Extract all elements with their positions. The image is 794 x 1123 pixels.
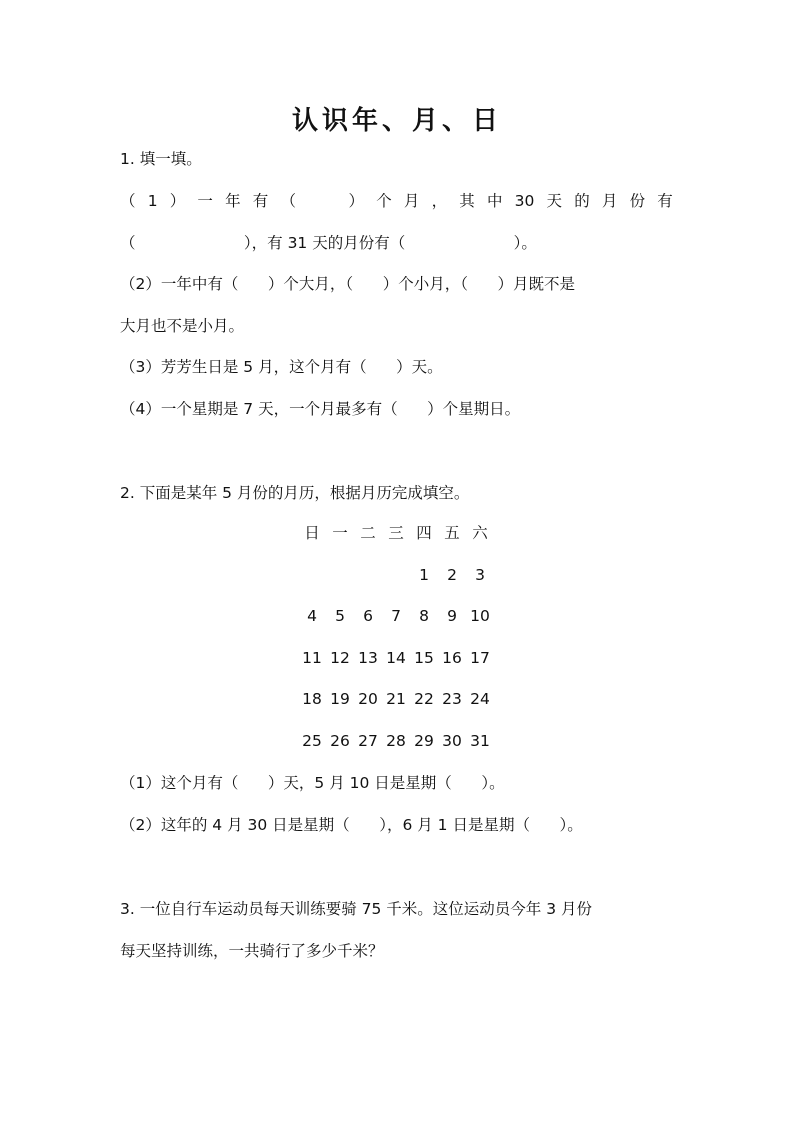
- calendar-day: 10: [470, 607, 490, 625]
- page-title: 认识年、月、日: [291, 106, 502, 136]
- q1-item1-token: 月: [403, 192, 420, 210]
- calendar-day: 27: [358, 731, 378, 750]
- calendar-day: 1: [419, 565, 429, 584]
- q2-item1: （1）这个月有（ ）天，5 月 10 日是星期（ ）。: [120, 774, 505, 792]
- q1-item1-token: 30: [514, 192, 535, 210]
- calendar-day: 17: [470, 648, 490, 667]
- calendar-weekday: 六: [472, 524, 488, 542]
- calendar-day: 6: [363, 607, 373, 625]
- calendar-day: 3: [475, 565, 485, 584]
- q1-item1-token: 的: [574, 192, 590, 210]
- q1-item1-token: （: [120, 192, 136, 210]
- calendar-day: 8: [419, 607, 429, 625]
- calendar-week-row: [298, 564, 494, 586]
- calendar-week-row: [298, 647, 494, 669]
- calendar-day: 31: [470, 731, 490, 750]
- q2-heading: 2. 下面是某年 5 月份的月历，根据月历完成填空。: [120, 484, 470, 502]
- calendar-day: 13: [358, 648, 378, 667]
- calendar-day: 24: [470, 690, 490, 708]
- calendar-day: 20: [358, 690, 378, 708]
- calendar-weekday-row: [298, 522, 494, 544]
- q2-item2: （2）这年的 4 月 30 日是星期（ ），6 月 1 日是星期（ ）。: [120, 816, 583, 834]
- calendar-weekday: 二: [360, 524, 376, 542]
- calendar-week-row: [298, 688, 494, 710]
- q1-item1-token: ，: [431, 192, 448, 210]
- calendar-day: 22: [414, 690, 434, 708]
- calendar-week-row: [298, 730, 494, 752]
- calendar-weekday: 日: [304, 524, 320, 542]
- calendar-day: 23: [442, 690, 462, 708]
- calendar-day: 14: [386, 648, 406, 667]
- q1-item1-token: ）: [348, 192, 365, 210]
- calendar-day: 30: [442, 731, 462, 750]
- calendar-weekday: 一: [332, 524, 348, 542]
- q1-item1-token: [308, 190, 316, 212]
- q3-line1: 3. 一位自行车运动员每天训练要骑 75 千米。这位运动员今年 3 月份: [120, 900, 593, 918]
- calendar-day: 4: [307, 607, 317, 625]
- q1-item2-line2: 大月也不是小月。: [120, 317, 245, 335]
- calendar-day: 5: [335, 607, 345, 625]
- q1-item1-token: （: [280, 192, 296, 210]
- calendar-day: 21: [386, 690, 406, 708]
- q1-heading: 1. 填一填。: [120, 150, 202, 168]
- q1-item1-token: 其: [459, 192, 475, 210]
- calendar-day: 12: [330, 648, 350, 667]
- calendar-day: 26: [330, 731, 350, 750]
- q1-item1-token: [328, 190, 336, 212]
- q1-item1-token: 个: [376, 192, 392, 210]
- calendar-weekday: 四: [416, 524, 432, 542]
- q1-item1-token: 年: [225, 192, 241, 210]
- q1-item2-line1: （2）一年中有（ ）个大月，（ ）个小月，（ ）月既不是: [120, 275, 576, 293]
- calendar-day: 25: [302, 731, 322, 750]
- q1-item1-token: 份: [629, 192, 646, 210]
- q1-item1-token: 有: [657, 192, 673, 210]
- calendar-day: 28: [386, 731, 406, 750]
- calendar-day: 16: [442, 648, 462, 667]
- calendar-day: 9: [447, 607, 457, 625]
- calendar-day: 15: [414, 648, 434, 667]
- q1-item4: （4）一个星期是 7 天，一个月最多有（ ）个星期日。: [120, 400, 521, 418]
- q1-item1-token: 1: [147, 192, 158, 210]
- calendar-weekday: 三: [388, 524, 404, 542]
- q1-item1-token: 有: [252, 192, 269, 210]
- q3-line2: 每天坚持训练，一共骑行了多少千米？: [120, 942, 384, 960]
- q1-item1-token: 月: [601, 192, 618, 210]
- calendar-day: 2: [447, 565, 457, 584]
- q1-item3: （3）芳芳生日是 5 月，这个月有（ ）天。: [120, 358, 443, 376]
- calendar-day: 19: [330, 690, 350, 708]
- q1-item1-token: 中: [486, 192, 503, 210]
- calendar-weekday: 五: [444, 524, 460, 542]
- q1-item1-token: 一: [197, 192, 213, 210]
- calendar-day: 7: [391, 607, 401, 625]
- q1-item1-line1: [120, 190, 673, 212]
- q1-item1-token: ）: [169, 192, 186, 210]
- calendar-week-row: [298, 605, 494, 627]
- q1-item1-line2: （ ），有 31 天的月份有（ ）。: [120, 234, 537, 252]
- calendar-day: 29: [414, 731, 434, 750]
- calendar-day: 18: [302, 690, 322, 708]
- q1-item1-token: 天: [546, 192, 563, 210]
- calendar-day: 11: [302, 648, 322, 667]
